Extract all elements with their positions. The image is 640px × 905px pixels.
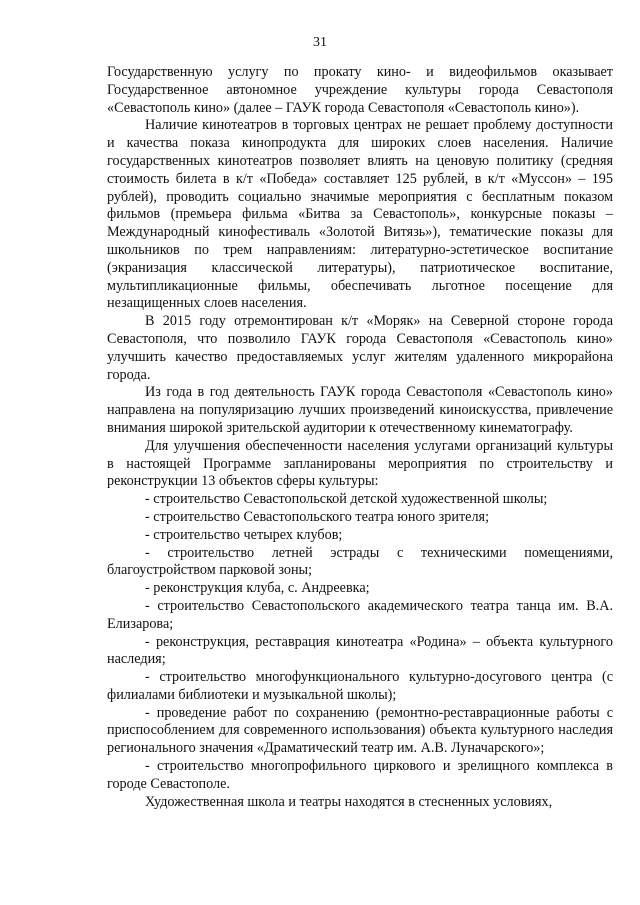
list-item: - реконструкция клуба, с. Андреевка; <box>145 580 370 597</box>
list-item: - строительство Севастопольского академического театра танца им. В.А. Елизарова; <box>107 597 613 632</box>
list-item: - строительство Севастопольского театра юного зрителя; <box>145 508 490 525</box>
list-item: - строительство четырех клубов; <box>145 526 343 543</box>
construction-list <box>107 491 613 794</box>
paragraph-program-intro: Для улучшения обеспеченности населения услугами организаций культуры в настоящей Программе запланированы мероприятия по строительству и реконструкции 13 объектов сферы культуры: <box>107 437 613 490</box>
paragraph-popularization: Из года в год деятельность ГАУК города Севастополя «Севастополь кино» направлена на популяризацию лучших произведений киноискусства, привлечение внимания широкой зрительской аудитории к отечественному кинематографу. <box>107 384 613 436</box>
paragraph-final: Художественная школа и театры находятся в стесненных условиях, <box>145 793 553 810</box>
list-item: - строительство многофункционального культурно-досугового центра (с филиалами библиотеки и музыкальной школы); <box>107 669 613 703</box>
list-item: - строительство летней эстрады с техническими помещениями, благоустройством парковой зоны; <box>107 544 613 579</box>
list-item: - строительство Севастопольской детской художественной школы; <box>145 491 548 508</box>
paragraph-cinema-accessibility: Наличие кинотеатров в торговых центрах не решает проблему доступности и качества показа кинопродукта для широких слоев населения. Наличие государственных кинотеатров позволяет влиять на ценовую политику (средняя стоимость билета в к/т «Победа» составляет 125 рублей, в к/т «Муссон» – 195 рублей), проводить социально значимые мероприятия с бесплатным показом фильмов (премьера фильма «Битва за Севастополь», конкурсные показы – Международный кинофестиваль «Золотой Витязь»), тематические показы для школьников по трем направлениям: литературно-эстетическое воспитание (экранизация классической литературы), патриотическое воспитание, мультипликационные фильмы, обеспечивать льготное посещение для незащищенных слоев населения. <box>107 117 613 312</box>
document-body <box>107 64 613 811</box>
list-item: - проведение работ по сохранению (ремонтно-реставрационные работы с приспособлением для современного использования) объекта культурного наследия регионального значения «Драматический театр им. А.В. Луначарского»; <box>107 704 613 757</box>
paragraph-moryak-renovation: В 2015 году отремонтирован к/т «Моряк» на Северной стороне города Севастополя, что позволило ГАУК города Севастополя «Севастополь кино» улучшить качество предоставляемых услуг жителям удаленного микрорайона города. <box>107 313 613 383</box>
list-item: - реконструкция, реставрация кинотеатра «Родина» – объекта культурного наследия; <box>107 633 613 668</box>
list-item: - строительство многопрофильного циркового и зрелищного комплекса в городе Севастополе. <box>107 758 613 792</box>
page-number: 31 <box>313 35 327 50</box>
paragraph-service-provider: Государственную услугу по прокату кино- и видеофильмов оказывает Государственное автономное учреждение культуры города Севастополя «Севастополь кино» (далее – ГАУК города Севастополя «Севастополь кино»). <box>107 64 613 116</box>
